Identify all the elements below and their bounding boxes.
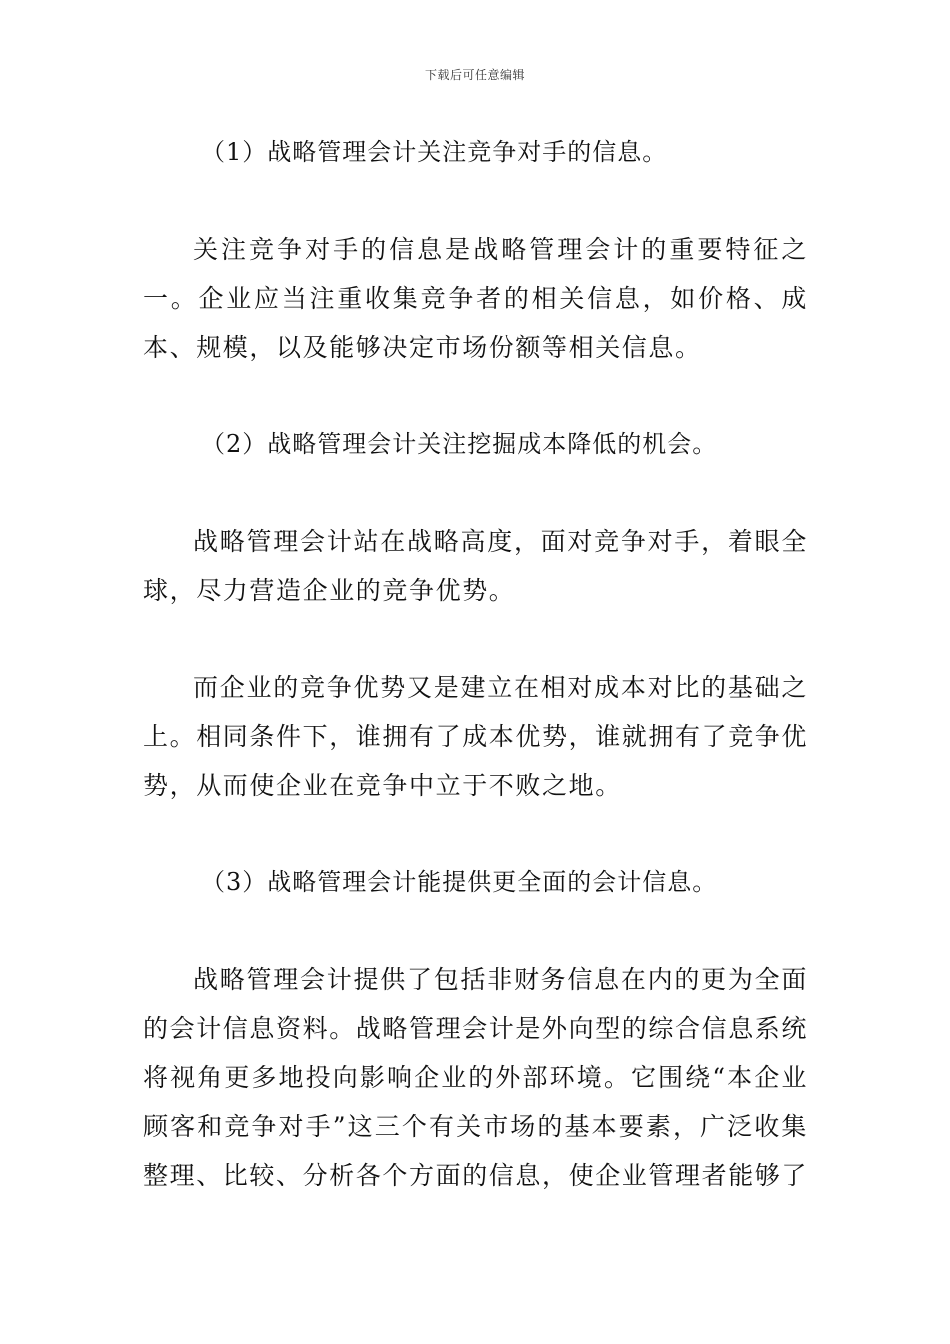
section-heading-1: （1）战略管理会计关注竞争对手的信息。 [201,138,668,166]
header-note: 下载后可任意编辑 [424,68,525,82]
paragraph-1: 关注竞争对手的信息是战略管理会计的重要特征之一。企业应当注重收集竞争者的相关信息，如价格、成本、规模，以及能够决定市场份额等相关信息。 [143,235,808,362]
document-body [143,128,808,1248]
paragraph-2: 战略管理会计站在战略高度，面对竞争对手，着眼全球，尽力营造企业的竞争优势。 [143,527,808,605]
paragraph-4: 战略管理会计提供了包括非财务信息在内的更为全面的会计信息资料。战略管理会计是外向型的综合信息系统将视角更多地投向影响企业的外部环境。它围绕“本企业顾客和竞争对手”这三个有关市场的基本要素，广泛收集整理、比较、分析各个方面的信息，使企业管理者能够了 [143,965,809,1190]
section-heading-2: （2）战略管理会计关注挖掘成本降低的机会。 [201,430,718,458]
paragraph-3: 而企业的竞争优势又是建立在相对成本对比的基础之上。相同条件下，谁拥有了成本优势，谁就拥有了竞争优势，从而使企业在竞争中立于不败之地。 [143,673,809,800]
section-heading-3: （3）战略管理会计能提供更全面的会计信息。 [201,868,718,896]
